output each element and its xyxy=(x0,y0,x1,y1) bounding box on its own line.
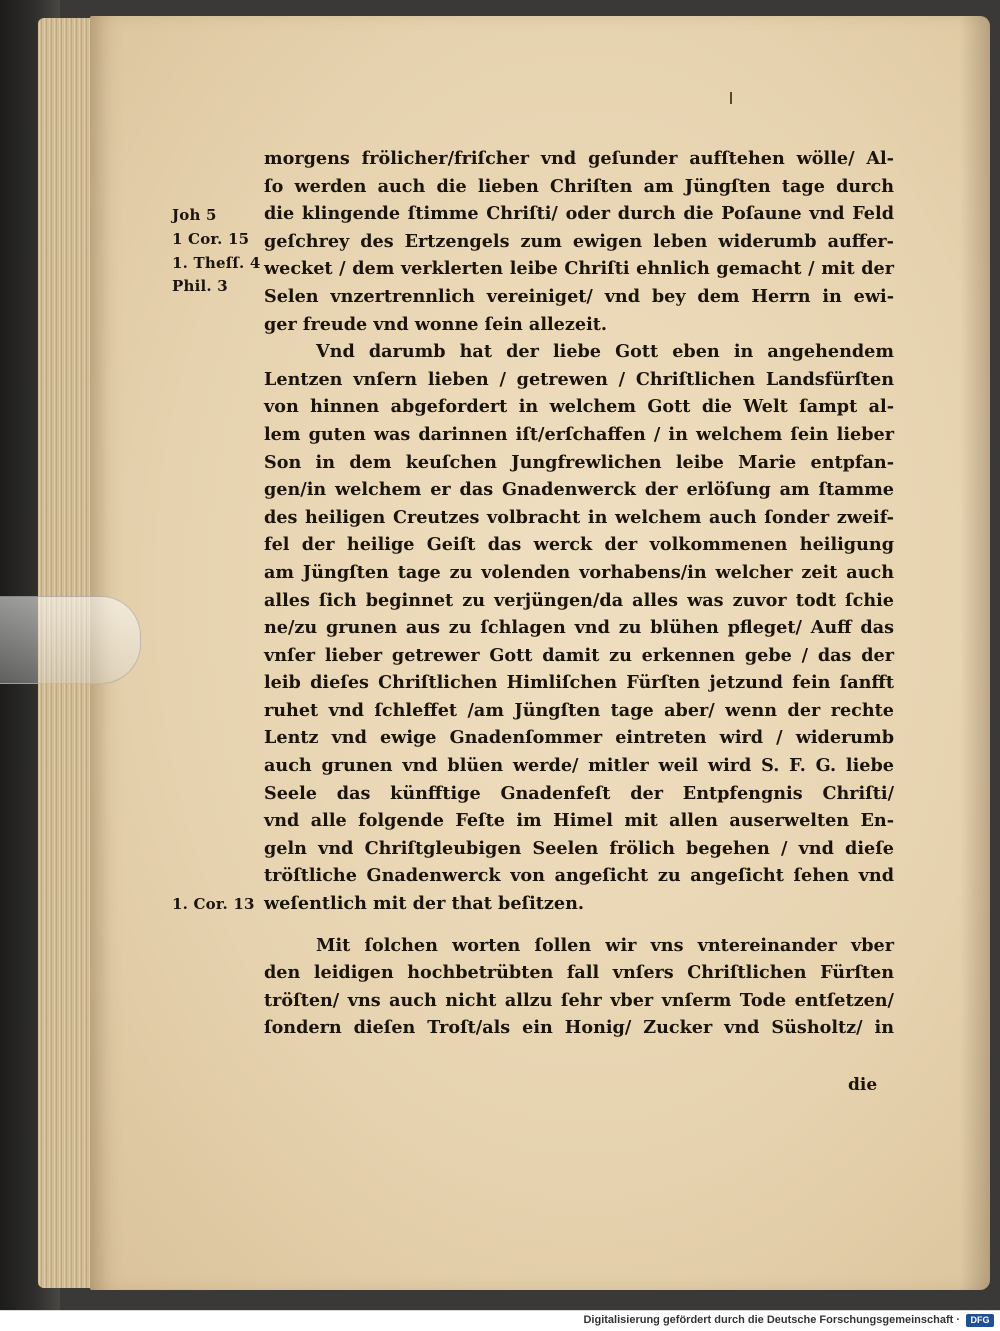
text-line: geln vnd Chriſtgleubigen Seelen frölich begehen / vnd dieſe xyxy=(264,837,894,859)
text-line: Son in dem keuſchen Jungfrewlichen leibe Marie entpfan- xyxy=(264,451,894,473)
text-line: Mit ſolchen worten ſollen wir vns vntereinander vber xyxy=(316,934,894,956)
text-line: Lentzen vnſern lieben / getrewen / Chriſtlichen Landsfürſten xyxy=(264,368,894,390)
text-line: wecket / dem verklerten leibe Chriſti ehnlich gemacht / mit der xyxy=(264,258,894,280)
plastic-clip xyxy=(0,596,141,684)
dfg-logo-icon: DFG xyxy=(966,1314,994,1327)
text-line: vnſer lieber getrewer Gott damit zu erkennen gebe / das der xyxy=(264,644,894,666)
text-line: auch grunen vnd blüen werde/ mitler weil wird S. F. G. liebe xyxy=(264,755,894,777)
text-line: fel der heilige Geiſt das werck der volkommenen heiligung xyxy=(264,534,894,556)
text-line: vnd alle folgende Feſte im Himel mit allen auserwelten En- xyxy=(264,810,894,832)
text-line: geſchrey des Ertzengels zum ewigen leben widerumb auffer- xyxy=(264,230,894,252)
text-line: ne/zu grunen aus zu ſchlagen vnd zu blühen pfleget/ Auff das xyxy=(264,617,894,639)
text-line: alles ſich beginnet zu verjüngen/da alles was zuvor todt ſchie xyxy=(264,589,894,611)
body-text xyxy=(264,145,894,1042)
text-line: die klingende ſtimme Chriſti/ oder durch die Poſaune vnd Feld xyxy=(264,203,894,225)
margin-note: 1 Cor. 15 xyxy=(172,230,250,248)
text-line: Selen vnzertrennlich vereiniget/ vnd bey dem Herrn in ewi- xyxy=(264,285,894,307)
text-line: tröſtliche Gnadenwerck von angeſicht zu angeſicht ſehen vnd xyxy=(264,865,894,887)
page-mark xyxy=(730,92,732,104)
text-line: Lentz vnd ewige Gnadenſommer eintreten wird / widerumb xyxy=(264,727,894,749)
text-line: tröſten/ vns auch nicht allzu ſehr vber vnſerm Tode entſetzen/ xyxy=(264,989,894,1011)
margin-note: 1. Theſſ. 4 xyxy=(172,254,261,272)
text-line: des heiligen Creutzes volbracht in welchem auch ſonder zweif- xyxy=(264,506,894,528)
margin-note: 1. Cor. 13 xyxy=(172,895,255,913)
text-line: weſentlich mit der that beſitzen. xyxy=(264,893,585,915)
text-line: morgens frölicher/friſcher vnd geſunder aufſtehen wölle/ Al- xyxy=(264,148,894,169)
footer-bar xyxy=(0,1310,1000,1331)
text-line: ruhet vnd ſchleffet /am Jüngſten tage aber/ wenn der rechte xyxy=(264,699,894,721)
footer-credit: Digitalisierung gefördert durch die Deutsche Forschungsgemeinschaft · xyxy=(583,1314,960,1326)
text-line: Seele das künfftige Gnadenfeſt der Entpfengnis Chriſti/ xyxy=(264,782,894,804)
text-line: ſondern dieſen Troſt/als ein Honig/ Zucker vnd Süsholtz/ in xyxy=(264,1017,894,1039)
text-line: leib dieſes Chriſtlichen Himliſchen Fürſten jetzund fein ſanfft xyxy=(264,672,894,694)
page-shadow xyxy=(960,16,990,1290)
text-line: lem guten was darinnen iſt/erſchaffen / in welchem ſein lieber xyxy=(264,423,894,445)
text-line: ger freude vnd wonne ſein allezeit. xyxy=(264,313,608,335)
margin-note: Joh 5 xyxy=(172,206,217,224)
text-line: den leidigen hochbetrübten fall vnſers Chriſtlichen Fürſten xyxy=(264,962,894,984)
text-line: Vnd darumb hat der liebe Gott eben in angehendem xyxy=(316,341,894,363)
text-line: ſo werden auch die lieben Chriſten am Jüngſten tage durch xyxy=(264,175,894,197)
text-line: gen/in welchem er das Gnadenwerck der erlöſung am ſtamme xyxy=(264,479,894,501)
text-line: von hinnen abgefordert in welchem Gott die Welt ſampt al- xyxy=(264,396,894,418)
text-line: am Jüngſten tage zu volenden vorhabens/in welcher zeit auch xyxy=(264,561,894,583)
margin-note: Phil. 3 xyxy=(172,277,228,295)
catchword: die xyxy=(848,1075,878,1095)
